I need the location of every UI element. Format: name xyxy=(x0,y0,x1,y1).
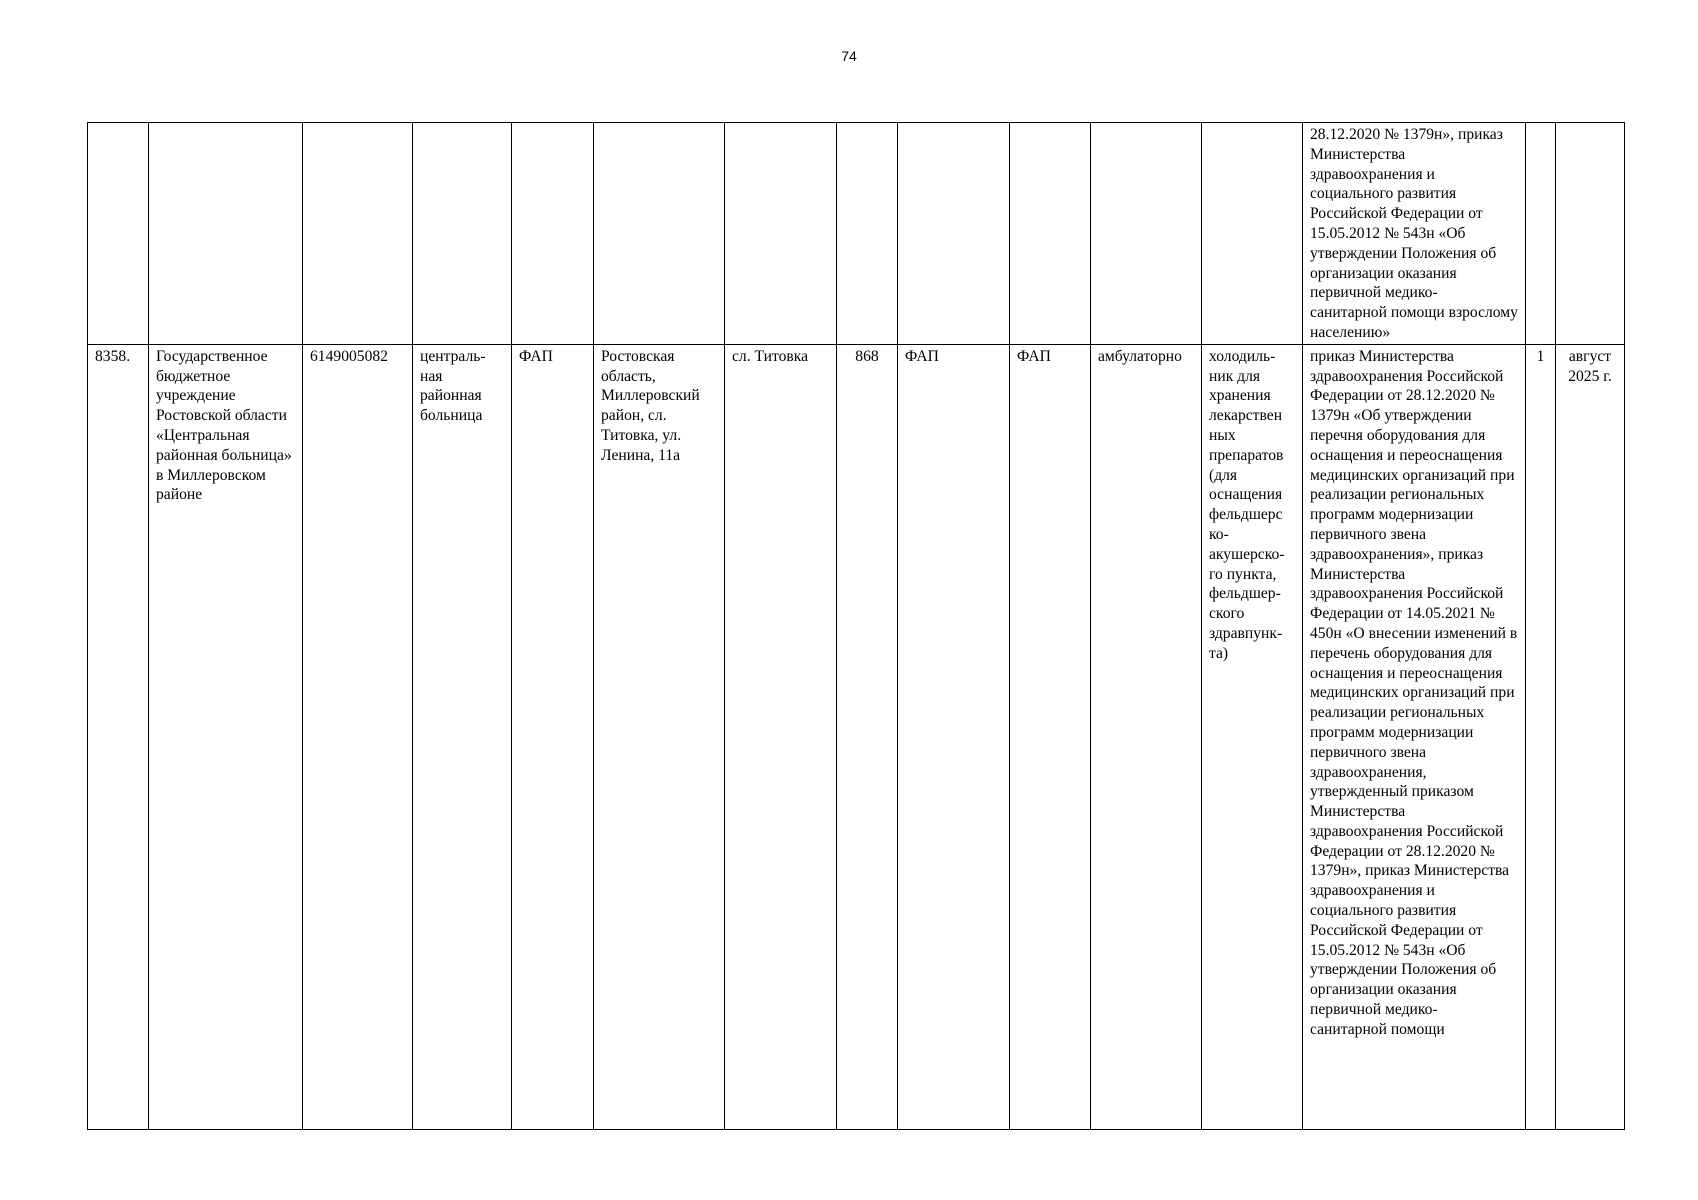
cell-quantity xyxy=(1526,123,1556,345)
cell-inn: 6149005082 xyxy=(303,344,413,1129)
cell-unit-type: ФАП xyxy=(512,344,594,1129)
table-row xyxy=(88,344,1625,1129)
cell-quantity: 1 xyxy=(1526,344,1556,1129)
cell-org-type xyxy=(413,123,512,345)
cell-care-condition xyxy=(1091,123,1202,345)
cell-equipment xyxy=(1202,123,1303,345)
cell-legal-basis: 28.12.2020 № 1379н», приказ Министерства здравоохранения и социального развития Российской Федерации от 15.05.2012 № 543н «Об утверждении Положения об организации оказания первичной медико- санитарной помощи взрослому населению» xyxy=(1303,123,1526,345)
cell-address xyxy=(594,123,725,345)
cell-number: 8358. xyxy=(88,344,149,1129)
cell-population xyxy=(837,123,898,345)
cell-unit-kind xyxy=(1010,123,1091,345)
cell-deadline: август 2025 г. xyxy=(1556,344,1625,1129)
cell-unit-type xyxy=(512,123,594,345)
cell-deadline xyxy=(1556,123,1625,345)
equipment-table xyxy=(87,122,1625,1130)
cell-settlement xyxy=(725,123,837,345)
cell-inn xyxy=(303,123,413,345)
cell-legal-basis: приказ Министерства здравоохранения Российской Федерации от 28.12.2020 № 1379н «Об утверждении перечня оборудования для оснащения и переоснащения медицинских организаций при реализации региональных программ модернизации первичного звена здравоохранения», приказ Министерства здравоохранения Российской Федерации от 14.05.2021 № 450н «О внесении изменений в перечень оборудования для оснащения и переоснащения медицинских организаций при реализации региональных программ модернизации первичного звена здравоохранения, утвержденный приказом Министерства здравоохранения Российской Федерации от 28.12.2020 № 1379н», приказ Министерства здравоохранения и социального развития Российской Федерации от 15.05.2012 № 543н «Об утверждении Положения об организации оказания первичной медико- санитарной помощи xyxy=(1303,344,1526,1129)
cell-unit-name: ФАП xyxy=(898,344,1010,1129)
cell-organization: Государственное бюджетное учреждение Ростовской области «Центральная районная больница» в Миллеровском районе xyxy=(149,344,303,1129)
cell-settlement: сл. Титовка xyxy=(725,344,837,1129)
cell-number xyxy=(88,123,149,345)
cell-unit-kind: ФАП xyxy=(1010,344,1091,1129)
cell-organization xyxy=(149,123,303,345)
page-number: 74 xyxy=(841,48,857,64)
cell-care-condition: амбулаторно xyxy=(1091,344,1202,1129)
table-row-continuation xyxy=(88,123,1625,345)
cell-address: Ростовская область, Миллеровский район, сл. Титовка, ул. Ленина, 11а xyxy=(594,344,725,1129)
cell-population: 868 xyxy=(837,344,898,1129)
cell-org-type: централь- ная районная больница xyxy=(413,344,512,1129)
cell-unit-name xyxy=(898,123,1010,345)
cell-equipment: холодиль- ник для хранения лекарствен ных препаратов (для оснащения фельдшерс ко- акушерско- го пункта, фельдшер- ского здравпунк- та) xyxy=(1202,344,1303,1129)
